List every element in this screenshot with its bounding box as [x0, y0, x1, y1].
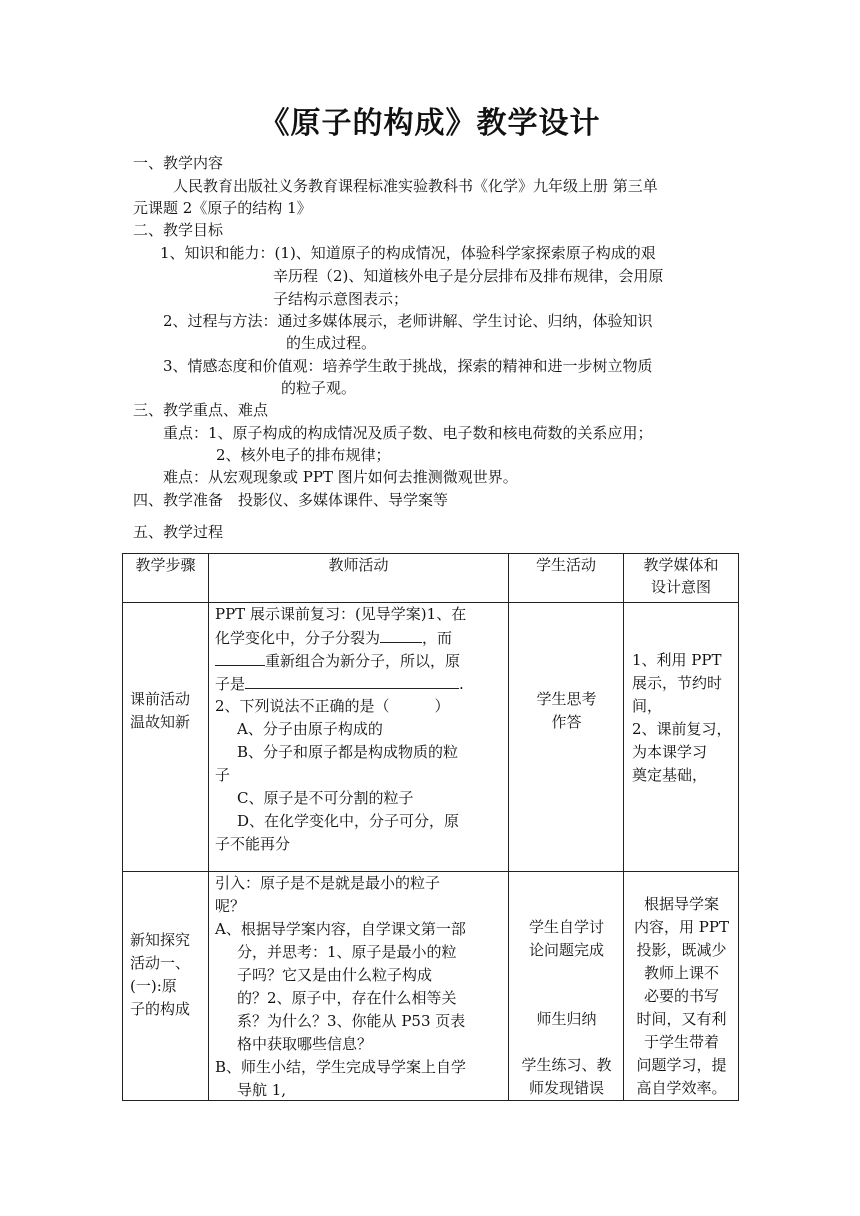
goal-1-line-1: 1、知识和能力：(1)、知道原子的构成情况，体验科学家探索原子构成的艰 [160, 244, 656, 262]
section-5-heading: 五、教学过程 [133, 523, 224, 541]
table-row [123, 603, 739, 872]
section-3-heading: 三、教学重点、难点 [133, 401, 269, 419]
goal-2-line-2: 的生成过程。 [286, 334, 377, 352]
section-2-heading: 二、教学目标 [133, 221, 224, 239]
goal-1-line-2: 辛历程（2)、知道核外电子是分层排布及排布规律，会用原 [273, 267, 664, 285]
row2-teacher: 引入：原子是不是就是最小的粒子 呢？ A、根据导学案内容，自学课文第一部 分，并思考：1、原子是最小的粒 子吗？它又是由什么粒子构成 的？2、原子中，存在什么相等关 系？为什么？3、你能从 P53 页表 格中获取哪些信息？ B、师生小结，学生完成导学案上自学 导航 1, [209, 872, 509, 1101]
key-point-2: 2、核外电子的排布规律； [216, 446, 391, 464]
goal-2-line-1: 2、过程与方法：通过多媒体展示，老师讲解、学生讨论、归纳，体验知识 [163, 312, 653, 330]
table-row [123, 872, 739, 1101]
content-line-1: 人民教育出版社义务教育课程标准实验教科书《化学》九年级上册 第三单 [173, 177, 658, 195]
row2-step: 新知探究 活动一、 (一):原 子的构成 [123, 872, 209, 1101]
goal-1-line-3: 子结构示意图表示； [273, 290, 409, 308]
goal-3-line-1: 3、情感态度和价值观：培养学生敢于挑战，探索的精神和进一步树立物质 [163, 357, 653, 375]
header-media: 教学媒体和 设计意图 [624, 554, 739, 603]
section-4-heading: 四、教学准备 投影仪、多媒体课件、导学案等 [133, 491, 449, 509]
header-student: 学生活动 [509, 554, 624, 603]
section-1-heading: 一、教学内容 [133, 154, 224, 172]
goal-3-line-2: 的粒子观。 [281, 379, 357, 397]
key-point-1: 重点：1、原子构成的构成情况及质子数、电子数和核电荷数的关系应用； [163, 424, 653, 442]
process-table [122, 553, 739, 1101]
table-header-row [123, 554, 739, 603]
difficulty-point: 难点：从宏观现象或 PPT 图片如何去推测微观世界。 [163, 468, 518, 486]
header-teacher: 教师活动 [209, 554, 509, 603]
header-step: 教学步骤 [123, 554, 209, 603]
document-title: 《原子的构成》教学设计 [259, 106, 601, 141]
row1-step: 课前活动 温故知新 [123, 603, 209, 872]
content-line-2: 元课题 2《原子的结构 1》 [133, 199, 312, 217]
row1-student: 学生思考 作答 [509, 603, 624, 872]
row2-student: 学生自学讨 论问题完成 师生归纳 学生练习、教 师发现错误 [509, 872, 624, 1101]
row1-media: 1、利用 PPT 展示，节约时 间， 2、课前复习， 为本课学习 奠定基础， [624, 603, 739, 872]
row1-teacher: PPT 展示课前复习：(见导学案)1、在 化学变化中，分子分裂为 ，而 重新组合为新分子，所以，原 子是 . 2、下列说法不正确的是（ ） A、分子由原子构成的 B、分子和原子都是构成物质的粒 子 C、原子是不可分割的粒子 D、在化学变化中，分子可分，原 子不能再分 [209, 603, 509, 872]
row2-media: 根据导学案 内容，用 PPT 投影，既减少 教师上课不 必要的书写 时间，又有利 于学生带着 问题学习，提 高自学效率。 [624, 872, 739, 1101]
